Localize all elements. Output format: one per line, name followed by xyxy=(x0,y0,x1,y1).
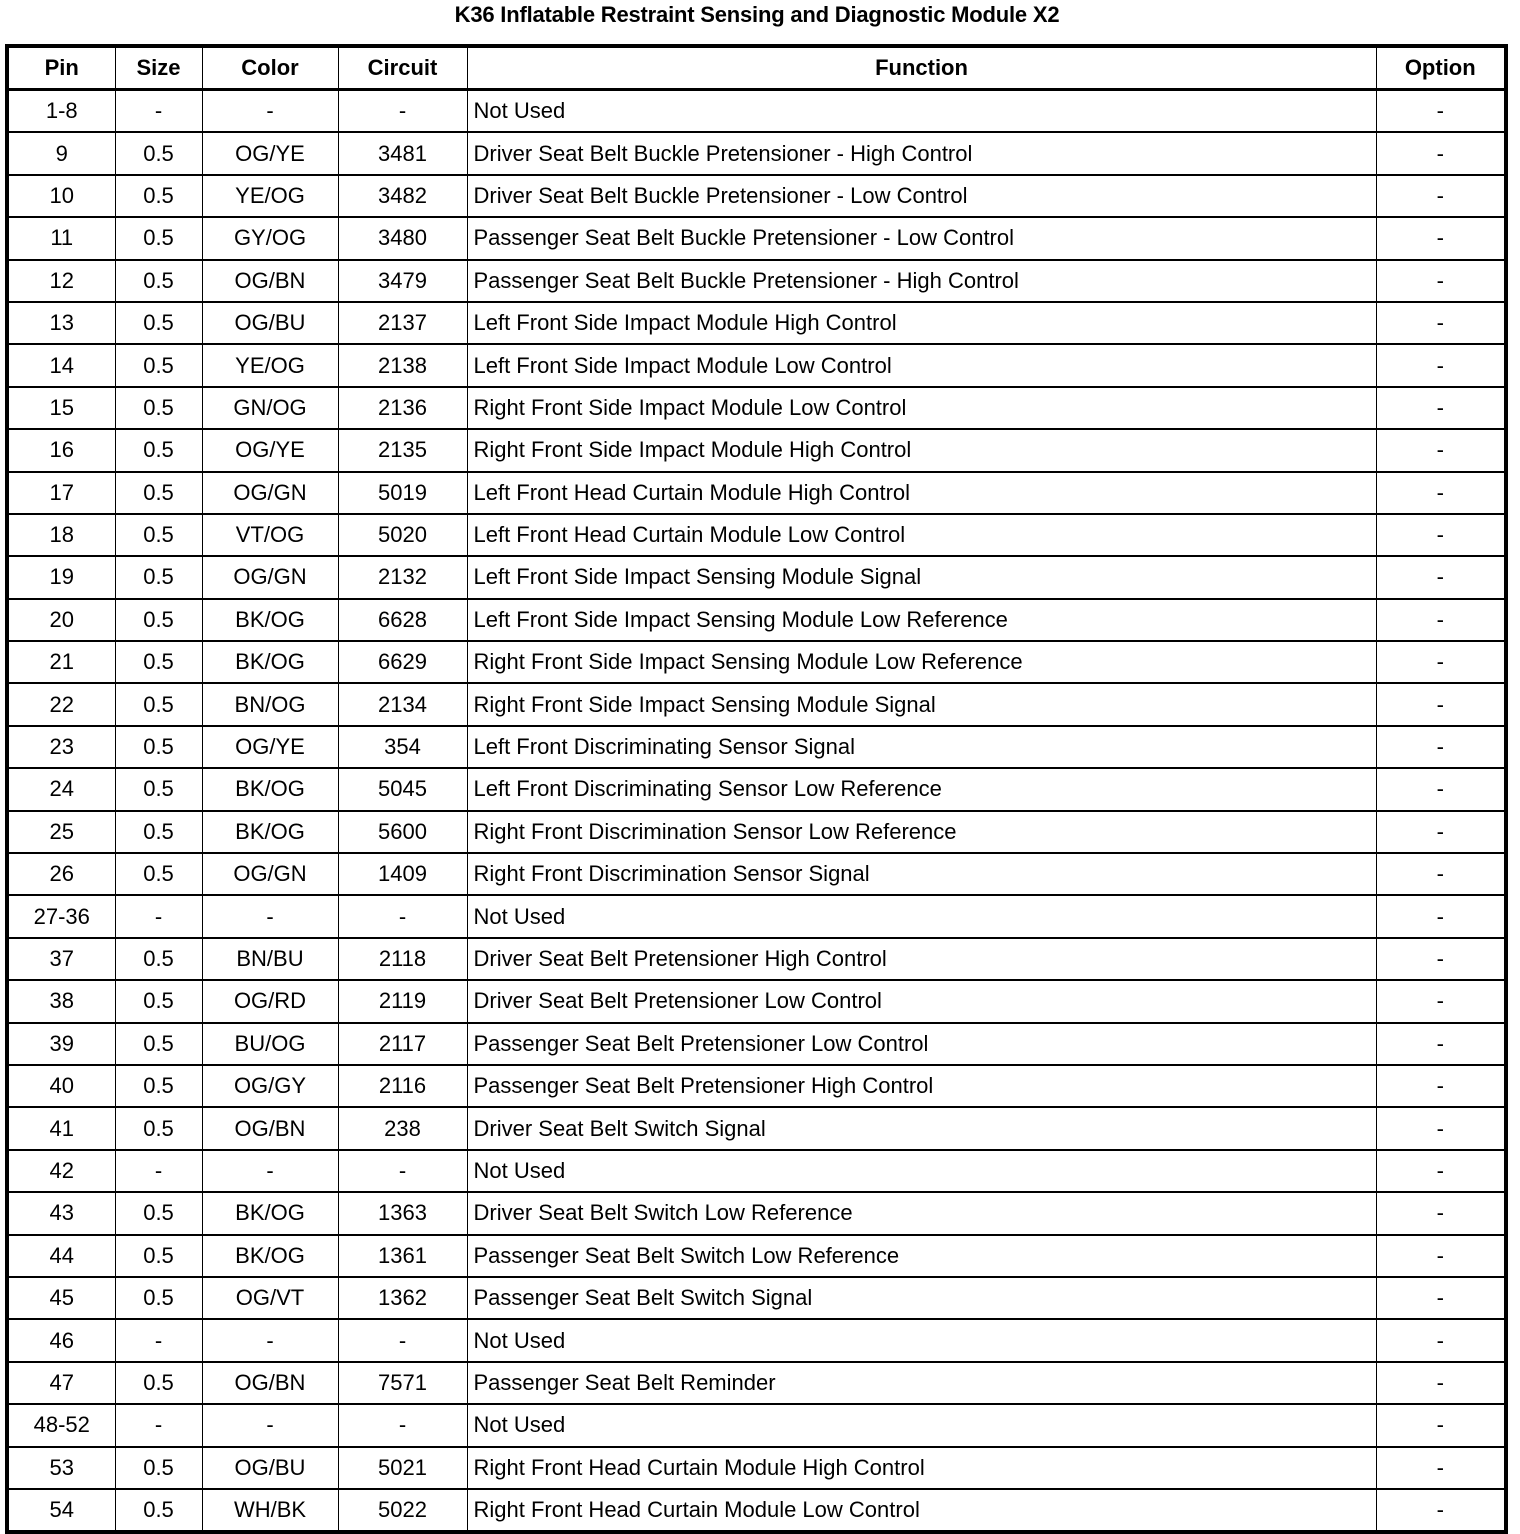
table-row xyxy=(7,175,1506,217)
cell-circuit: 2138 xyxy=(338,344,467,386)
cell-pin: 20 xyxy=(7,599,115,641)
cell-circuit: 2134 xyxy=(338,683,467,725)
cell-function: Passenger Seat Belt Switch Signal xyxy=(467,1277,1376,1319)
cell-wire-color: OG/BN xyxy=(202,1107,338,1149)
cell-option: - xyxy=(1376,217,1506,259)
cell-function: Left Front Head Curtain Module Low Control xyxy=(467,514,1376,556)
table-row xyxy=(7,1489,1506,1532)
table-row xyxy=(7,1107,1506,1149)
cell-pin: 22 xyxy=(7,683,115,725)
table-row xyxy=(7,938,1506,980)
cell-size: 0.5 xyxy=(115,811,202,853)
table-body xyxy=(7,90,1506,1533)
cell-pin: 46 xyxy=(7,1319,115,1361)
cell-function: Not Used xyxy=(467,1404,1376,1446)
cell-pin: 15 xyxy=(7,387,115,429)
cell-option: - xyxy=(1376,1065,1506,1107)
cell-pin: 40 xyxy=(7,1065,115,1107)
cell-wire-color: BK/OG xyxy=(202,1192,338,1234)
cell-size: 0.5 xyxy=(115,641,202,683)
table-row xyxy=(7,1277,1506,1319)
cell-wire-color: OG/BN xyxy=(202,260,338,302)
cell-wire-color: OG/GN xyxy=(202,853,338,895)
cell-size: 0.5 xyxy=(115,1065,202,1107)
cell-function: Right Front Side Impact Sensing Module Low Reference xyxy=(467,641,1376,683)
table-row xyxy=(7,895,1506,937)
cell-circuit: 2136 xyxy=(338,387,467,429)
cell-function: Left Front Discriminating Sensor Low Reference xyxy=(467,768,1376,810)
cell-wire-color: BK/OG xyxy=(202,1235,338,1277)
cell-wire-color: BK/OG xyxy=(202,811,338,853)
table-row xyxy=(7,344,1506,386)
cell-pin: 44 xyxy=(7,1235,115,1277)
cell-circuit: 354 xyxy=(338,726,467,768)
cell-wire-color: OG/YE xyxy=(202,726,338,768)
cell-size: 0.5 xyxy=(115,132,202,174)
cell-option: - xyxy=(1376,175,1506,217)
header-option: Option xyxy=(1376,46,1506,90)
cell-wire-color: YE/OG xyxy=(202,175,338,217)
table-row xyxy=(7,132,1506,174)
cell-size: - xyxy=(115,1319,202,1361)
cell-circuit: 2132 xyxy=(338,556,467,598)
cell-option: - xyxy=(1376,1277,1506,1319)
cell-wire-color: - xyxy=(202,895,338,937)
cell-wire-color: GN/OG xyxy=(202,387,338,429)
table-row xyxy=(7,260,1506,302)
cell-function: Not Used xyxy=(467,1150,1376,1192)
cell-size: 0.5 xyxy=(115,472,202,514)
cell-wire-color: - xyxy=(202,1404,338,1446)
table-row xyxy=(7,1447,1506,1489)
cell-size: - xyxy=(115,1404,202,1446)
cell-wire-color: BN/OG xyxy=(202,683,338,725)
cell-option: - xyxy=(1376,1319,1506,1361)
cell-pin: 24 xyxy=(7,768,115,810)
cell-option: - xyxy=(1376,599,1506,641)
cell-size: 0.5 xyxy=(115,260,202,302)
cell-option: - xyxy=(1376,938,1506,980)
cell-option: - xyxy=(1376,811,1506,853)
cell-circuit: 1361 xyxy=(338,1235,467,1277)
cell-function: Not Used xyxy=(467,895,1376,937)
cell-pin: 21 xyxy=(7,641,115,683)
cell-circuit: - xyxy=(338,1150,467,1192)
cell-size: 0.5 xyxy=(115,599,202,641)
cell-function: Left Front Head Curtain Module High Control xyxy=(467,472,1376,514)
cell-circuit: 2116 xyxy=(338,1065,467,1107)
cell-pin: 13 xyxy=(7,302,115,344)
cell-wire-color: OG/BN xyxy=(202,1362,338,1404)
cell-pin: 23 xyxy=(7,726,115,768)
cell-option: - xyxy=(1376,556,1506,598)
cell-circuit: 3481 xyxy=(338,132,467,174)
cell-size: 0.5 xyxy=(115,1192,202,1234)
table-row xyxy=(7,387,1506,429)
cell-function: Left Front Side Impact Module Low Control xyxy=(467,344,1376,386)
cell-circuit: 5600 xyxy=(338,811,467,853)
cell-circuit: - xyxy=(338,1404,467,1446)
cell-size: 0.5 xyxy=(115,387,202,429)
connector-pinout-table xyxy=(5,44,1508,1534)
cell-wire-color: YE/OG xyxy=(202,344,338,386)
cell-pin: 25 xyxy=(7,811,115,853)
cell-pin: 16 xyxy=(7,429,115,471)
table-row xyxy=(7,472,1506,514)
cell-function: Driver Seat Belt Buckle Pretensioner - High Control xyxy=(467,132,1376,174)
table-row xyxy=(7,599,1506,641)
cell-circuit: 2135 xyxy=(338,429,467,471)
cell-function: Driver Seat Belt Switch Low Reference xyxy=(467,1192,1376,1234)
table-row xyxy=(7,1023,1506,1065)
cell-option: - xyxy=(1376,344,1506,386)
cell-option: - xyxy=(1376,260,1506,302)
cell-size: 0.5 xyxy=(115,429,202,471)
cell-size: 0.5 xyxy=(115,1023,202,1065)
header-pin: Pin xyxy=(7,46,115,90)
cell-wire-color: - xyxy=(202,90,338,133)
cell-size: - xyxy=(115,1150,202,1192)
cell-function: Passenger Seat Belt Switch Low Reference xyxy=(467,1235,1376,1277)
cell-pin: 43 xyxy=(7,1192,115,1234)
cell-circuit: 1363 xyxy=(338,1192,467,1234)
table-row xyxy=(7,683,1506,725)
cell-option: - xyxy=(1376,1192,1506,1234)
table-row xyxy=(7,429,1506,471)
cell-pin: 9 xyxy=(7,132,115,174)
table-row xyxy=(7,1404,1506,1446)
table-header-row xyxy=(7,46,1506,90)
cell-function: Right Front Side Impact Module High Control xyxy=(467,429,1376,471)
cell-pin: 48-52 xyxy=(7,1404,115,1446)
cell-pin: 10 xyxy=(7,175,115,217)
cell-pin: 39 xyxy=(7,1023,115,1065)
cell-size: 0.5 xyxy=(115,853,202,895)
cell-option: - xyxy=(1376,683,1506,725)
cell-size: 0.5 xyxy=(115,768,202,810)
table-row xyxy=(7,980,1506,1022)
cell-size: 0.5 xyxy=(115,1107,202,1149)
cell-circuit: 1362 xyxy=(338,1277,467,1319)
header-function: Function xyxy=(467,46,1376,90)
cell-function: Passenger Seat Belt Pretensioner High Control xyxy=(467,1065,1376,1107)
cell-option: - xyxy=(1376,387,1506,429)
cell-wire-color: BK/OG xyxy=(202,768,338,810)
cell-size: - xyxy=(115,895,202,937)
cell-option: - xyxy=(1376,1404,1506,1446)
cell-circuit: 3482 xyxy=(338,175,467,217)
cell-wire-color: - xyxy=(202,1150,338,1192)
table-row xyxy=(7,217,1506,259)
cell-function: Passenger Seat Belt Pretensioner Low Control xyxy=(467,1023,1376,1065)
table-row xyxy=(7,1319,1506,1361)
cell-wire-color: BN/BU xyxy=(202,938,338,980)
cell-pin: 47 xyxy=(7,1362,115,1404)
cell-size: 0.5 xyxy=(115,683,202,725)
cell-circuit: 5020 xyxy=(338,514,467,556)
table-row xyxy=(7,1150,1506,1192)
cell-option: - xyxy=(1376,1023,1506,1065)
cell-size: 0.5 xyxy=(115,1447,202,1489)
cell-size: 0.5 xyxy=(115,1277,202,1319)
cell-function: Right Front Side Impact Sensing Module Signal xyxy=(467,683,1376,725)
cell-wire-color: OG/BU xyxy=(202,1447,338,1489)
cell-circuit: - xyxy=(338,895,467,937)
cell-pin: 53 xyxy=(7,1447,115,1489)
cell-pin: 37 xyxy=(7,938,115,980)
cell-wire-color: VT/OG xyxy=(202,514,338,556)
cell-option: - xyxy=(1376,768,1506,810)
cell-wire-color: BU/OG xyxy=(202,1023,338,1065)
cell-option: - xyxy=(1376,895,1506,937)
table-row xyxy=(7,556,1506,598)
cell-size: 0.5 xyxy=(115,302,202,344)
cell-wire-color: OG/RD xyxy=(202,980,338,1022)
cell-function: Left Front Side Impact Sensing Module Signal xyxy=(467,556,1376,598)
cell-option: - xyxy=(1376,1150,1506,1192)
cell-circuit: - xyxy=(338,90,467,133)
cell-wire-color: BK/OG xyxy=(202,641,338,683)
cell-pin: 27-36 xyxy=(7,895,115,937)
cell-pin: 54 xyxy=(7,1489,115,1532)
table-row xyxy=(7,1065,1506,1107)
cell-option: - xyxy=(1376,1235,1506,1277)
cell-function: Passenger Seat Belt Buckle Pretensioner - Low Control xyxy=(467,217,1376,259)
table-row xyxy=(7,853,1506,895)
cell-pin: 41 xyxy=(7,1107,115,1149)
table-row xyxy=(7,768,1506,810)
cell-wire-color: OG/YE xyxy=(202,132,338,174)
cell-function: Right Front Discrimination Sensor Low Reference xyxy=(467,811,1376,853)
cell-pin: 11 xyxy=(7,217,115,259)
table-row xyxy=(7,811,1506,853)
cell-circuit: 2137 xyxy=(338,302,467,344)
cell-function: Not Used xyxy=(467,1319,1376,1361)
cell-option: - xyxy=(1376,1447,1506,1489)
cell-option: - xyxy=(1376,1489,1506,1532)
cell-option: - xyxy=(1376,980,1506,1022)
cell-function: Driver Seat Belt Pretensioner Low Control xyxy=(467,980,1376,1022)
cell-option: - xyxy=(1376,1107,1506,1149)
cell-circuit: 7571 xyxy=(338,1362,467,1404)
cell-wire-color: - xyxy=(202,1319,338,1361)
cell-option: - xyxy=(1376,302,1506,344)
cell-circuit: 1409 xyxy=(338,853,467,895)
cell-circuit: 6628 xyxy=(338,599,467,641)
cell-pin: 18 xyxy=(7,514,115,556)
cell-circuit: 5022 xyxy=(338,1489,467,1532)
cell-function: Left Front Side Impact Sensing Module Low Reference xyxy=(467,599,1376,641)
cell-wire-color: OG/VT xyxy=(202,1277,338,1319)
cell-wire-color: OG/BU xyxy=(202,302,338,344)
cell-circuit: 5019 xyxy=(338,472,467,514)
cell-pin: 26 xyxy=(7,853,115,895)
cell-size: 0.5 xyxy=(115,1489,202,1532)
cell-size: 0.5 xyxy=(115,1235,202,1277)
cell-circuit: 238 xyxy=(338,1107,467,1149)
cell-option: - xyxy=(1376,90,1506,133)
cell-circuit: 2118 xyxy=(338,938,467,980)
cell-circuit: 6629 xyxy=(338,641,467,683)
cell-size: 0.5 xyxy=(115,980,202,1022)
cell-size: 0.5 xyxy=(115,726,202,768)
cell-size: - xyxy=(115,90,202,133)
cell-function: Passenger Seat Belt Reminder xyxy=(467,1362,1376,1404)
cell-size: 0.5 xyxy=(115,217,202,259)
cell-circuit: 2119 xyxy=(338,980,467,1022)
cell-circuit: 5021 xyxy=(338,1447,467,1489)
cell-option: - xyxy=(1376,429,1506,471)
cell-option: - xyxy=(1376,641,1506,683)
cell-function: Right Front Discrimination Sensor Signal xyxy=(467,853,1376,895)
cell-function: Driver Seat Belt Switch Signal xyxy=(467,1107,1376,1149)
cell-option: - xyxy=(1376,514,1506,556)
cell-option: - xyxy=(1376,132,1506,174)
cell-size: 0.5 xyxy=(115,344,202,386)
table-row xyxy=(7,514,1506,556)
header-size: Size xyxy=(115,46,202,90)
table-row xyxy=(7,302,1506,344)
cell-circuit: 3480 xyxy=(338,217,467,259)
cell-size: 0.5 xyxy=(115,175,202,217)
cell-pin: 42 xyxy=(7,1150,115,1192)
table-row xyxy=(7,1362,1506,1404)
cell-wire-color: BK/OG xyxy=(202,599,338,641)
cell-function: Left Front Side Impact Module High Control xyxy=(467,302,1376,344)
cell-option: - xyxy=(1376,726,1506,768)
header-circuit: Circuit xyxy=(338,46,467,90)
cell-function: Driver Seat Belt Pretensioner High Control xyxy=(467,938,1376,980)
cell-function: Right Front Head Curtain Module Low Control xyxy=(467,1489,1376,1532)
cell-pin: 12 xyxy=(7,260,115,302)
cell-wire-color: GY/OG xyxy=(202,217,338,259)
cell-pin: 17 xyxy=(7,472,115,514)
cell-option: - xyxy=(1376,472,1506,514)
cell-wire-color: OG/GY xyxy=(202,1065,338,1107)
cell-circuit: 2117 xyxy=(338,1023,467,1065)
table-row xyxy=(7,641,1506,683)
cell-circuit: - xyxy=(338,1319,467,1361)
cell-function: Right Front Head Curtain Module High Control xyxy=(467,1447,1376,1489)
cell-wire-color: OG/GN xyxy=(202,556,338,598)
table-row xyxy=(7,1235,1506,1277)
cell-size: 0.5 xyxy=(115,938,202,980)
cell-pin: 45 xyxy=(7,1277,115,1319)
cell-circuit: 3479 xyxy=(338,260,467,302)
cell-option: - xyxy=(1376,1362,1506,1404)
cell-size: 0.5 xyxy=(115,514,202,556)
table-row xyxy=(7,1192,1506,1234)
header-color: Color xyxy=(202,46,338,90)
cell-pin: 14 xyxy=(7,344,115,386)
cell-function: Driver Seat Belt Buckle Pretensioner - Low Control xyxy=(467,175,1376,217)
cell-function: Not Used xyxy=(467,90,1376,133)
cell-size: 0.5 xyxy=(115,556,202,598)
cell-wire-color: WH/BK xyxy=(202,1489,338,1532)
cell-pin: 19 xyxy=(7,556,115,598)
table-row xyxy=(7,726,1506,768)
table-row xyxy=(7,90,1506,133)
cell-pin: 1-8 xyxy=(7,90,115,133)
cell-function: Right Front Side Impact Module Low Control xyxy=(467,387,1376,429)
cell-option: - xyxy=(1376,853,1506,895)
document-title: K36 Inflatable Restraint Sensing and Diagnostic Module X2 xyxy=(454,2,1060,27)
cell-pin: 38 xyxy=(7,980,115,1022)
cell-circuit: 5045 xyxy=(338,768,467,810)
cell-wire-color: OG/GN xyxy=(202,472,338,514)
cell-function: Passenger Seat Belt Buckle Pretensioner - High Control xyxy=(467,260,1376,302)
cell-function: Left Front Discriminating Sensor Signal xyxy=(467,726,1376,768)
cell-wire-color: OG/YE xyxy=(202,429,338,471)
cell-size: 0.5 xyxy=(115,1362,202,1404)
